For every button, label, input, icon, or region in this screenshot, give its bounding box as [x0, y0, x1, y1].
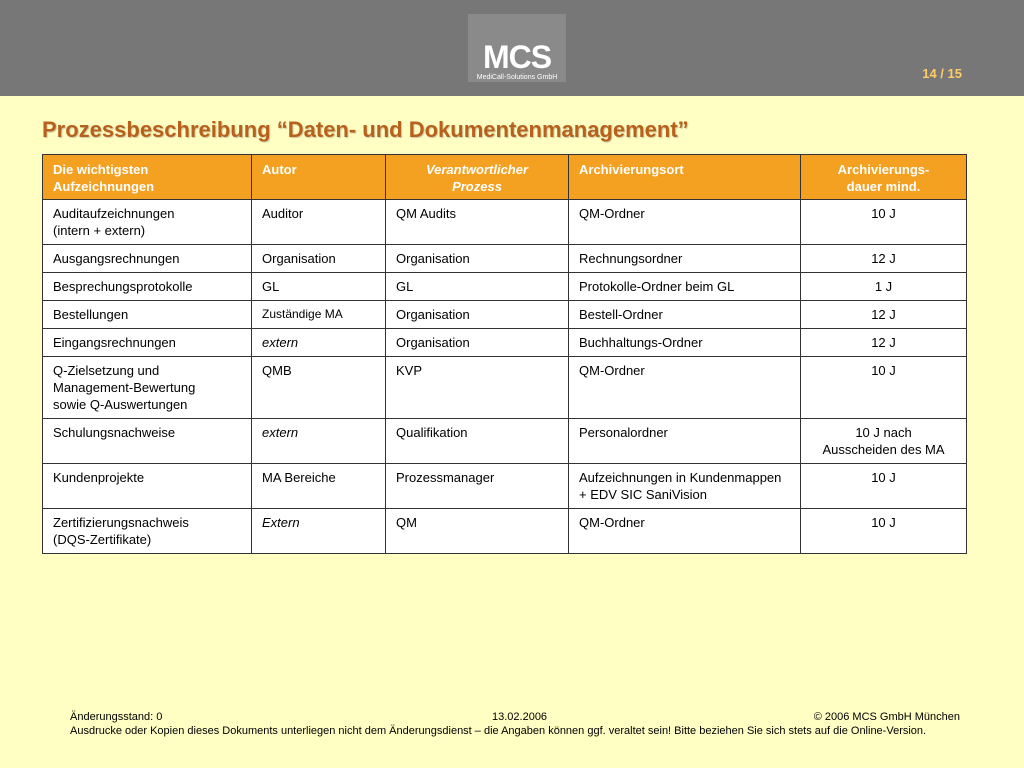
cell-process: QM Audits — [386, 200, 569, 245]
cell-author: QMB — [252, 357, 386, 419]
table-row — [43, 509, 967, 554]
cell-process: Prozessmanager — [386, 464, 569, 509]
cell-duration: 1 J — [801, 273, 967, 301]
cell-author: GL — [252, 273, 386, 301]
mcs-logo — [468, 14, 566, 82]
cell-record: Ausgangsrechnungen — [43, 245, 252, 273]
cell-location: QM-Ordner — [569, 357, 801, 419]
page-title: Prozessbeschreibung “Daten- und Dokumentenmanagement” — [42, 117, 689, 142]
cell-duration: 10 J — [801, 200, 967, 245]
cell-process: Organisation — [386, 301, 569, 329]
table-row — [43, 464, 967, 509]
cell-record: Bestellungen — [43, 301, 252, 329]
cell-record: Kundenprojekte — [43, 464, 252, 509]
cell-author: extern — [252, 329, 386, 357]
table-header-row — [43, 155, 967, 200]
column-header-records: Die wichtigsten Aufzeichnungen — [43, 155, 252, 200]
cell-process: Organisation — [386, 245, 569, 273]
table-row — [43, 273, 967, 301]
copyright-notice: © 2006 MCS GmbH München — [813, 711, 960, 723]
cell-process: KVP — [386, 357, 569, 419]
cell-author: Organisation — [252, 245, 386, 273]
cell-process: Qualifikation — [386, 419, 569, 464]
logo-subtitle: MediCall-Solutions GmbH — [476, 74, 558, 81]
document-date: 13.02.2006 — [492, 711, 548, 723]
cell-author: Extern — [252, 509, 386, 554]
logo-text: MCS — [482, 39, 552, 75]
footer — [70, 710, 960, 738]
cell-duration: 12 J — [801, 245, 967, 273]
cell-author: Auditor — [252, 200, 386, 245]
cell-record: Auditaufzeichnungen (intern + extern) — [43, 200, 252, 245]
cell-author: MA Bereiche — [252, 464, 386, 509]
cell-location: QM-Ordner — [569, 509, 801, 554]
cell-record: Schulungsnachweise — [43, 419, 252, 464]
cell-duration: 10 J nach Ausscheiden des MA — [801, 419, 967, 464]
cell-record: Besprechungsprotokolle — [43, 273, 252, 301]
disclaimer-text: Ausdrucke oder Kopien dieses Dokuments unterliegen nicht dem Änderungsdienst – die Angaben können ggf. veraltet sein! Bitte beziehen Sie sich stets auf die Online-Version. — [70, 725, 927, 737]
column-header-process: Verantwortlicher Prozess — [386, 155, 569, 200]
table-row — [43, 200, 967, 245]
cell-author: Zuständige MA — [252, 301, 386, 329]
cell-author: extern — [252, 419, 386, 464]
table-row — [43, 357, 967, 419]
cell-process: QM — [386, 509, 569, 554]
cell-duration: 10 J — [801, 509, 967, 554]
revision-label: Änderungsstand: 0 — [70, 711, 163, 723]
cell-location: Personalordner — [569, 419, 801, 464]
table-row — [43, 301, 967, 329]
page-number: 14 / 15 — [922, 66, 962, 81]
cell-record: Eingangsrechnungen — [43, 329, 252, 357]
column-header-location: Archivierungsort — [569, 155, 801, 200]
footer-meta-row — [70, 710, 960, 724]
cell-duration: 10 J — [801, 464, 967, 509]
table-row — [43, 419, 967, 464]
cell-duration: 10 J — [801, 357, 967, 419]
table-row — [43, 329, 967, 357]
cell-location: Buchhaltungs-Ordner — [569, 329, 801, 357]
header-bar — [0, 0, 1024, 96]
column-header-duration: Archivierungs- dauer mind. — [801, 155, 967, 200]
table-row — [43, 245, 967, 273]
cell-location: QM-Ordner — [569, 200, 801, 245]
records-table — [42, 154, 967, 554]
cell-location: Protokolle-Ordner beim GL — [569, 273, 801, 301]
cell-duration: 12 J — [801, 301, 967, 329]
cell-location: Aufzeichnungen in Kundenmappen + EDV SIC SaniVision — [569, 464, 801, 509]
cell-location: Rechnungsordner — [569, 245, 801, 273]
column-header-author: Autor — [252, 155, 386, 200]
cell-process: GL — [386, 273, 569, 301]
cell-record: Zertifizierungsnachweis (DQS-Zertifikate) — [43, 509, 252, 554]
cell-duration: 12 J — [801, 329, 967, 357]
cell-record: Q-Zielsetzung und Management-Bewertung sowie Q-Auswertungen — [43, 357, 252, 419]
cell-process: Organisation — [386, 329, 569, 357]
cell-location: Bestell-Ordner — [569, 301, 801, 329]
